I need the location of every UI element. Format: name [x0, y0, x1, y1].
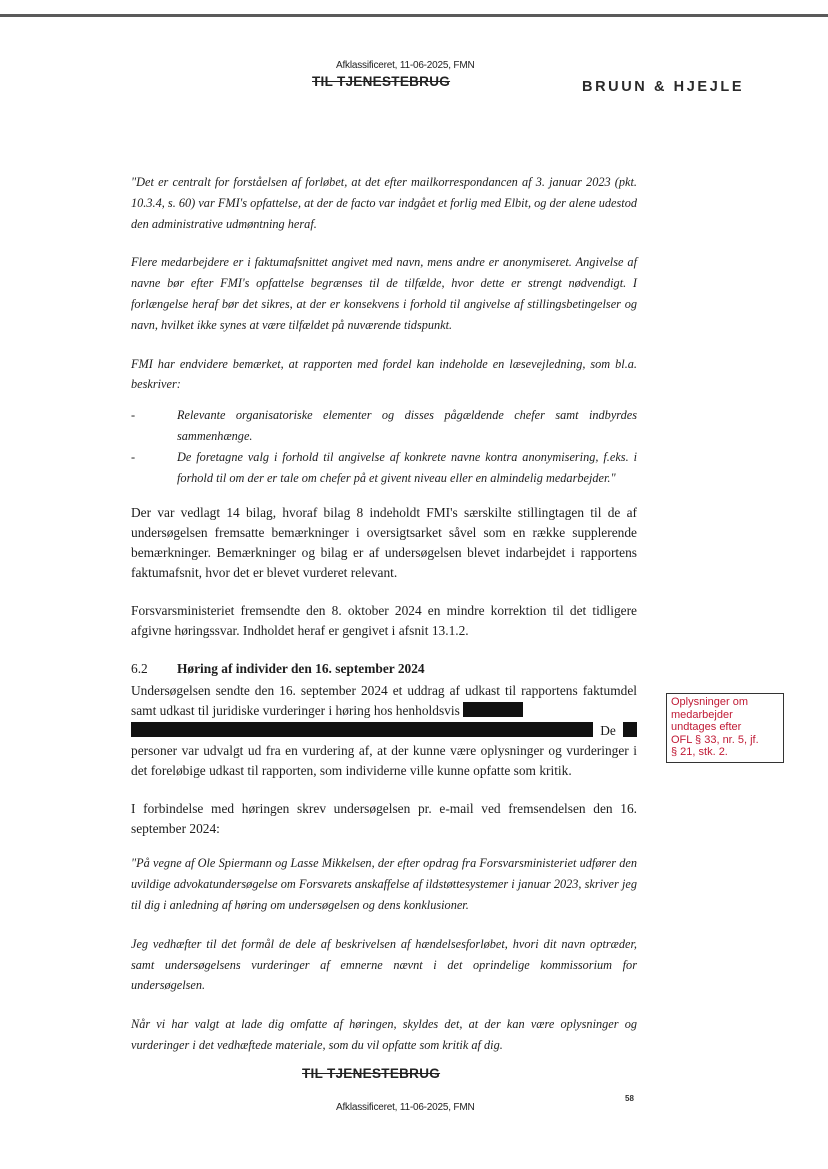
header-classification: TIL TJENESTEBRUG: [312, 74, 451, 89]
redaction-block: [623, 722, 637, 737]
bullet-dash: -: [131, 449, 136, 464]
section-number: 6.2: [131, 661, 148, 677]
hearing-text-end: personer var udvalgt ud fra en vurdering af, at der kunne være oplysninger og vurderinger i det foreløbige udkast til rapporten, som individerne ville kunne opfatte som kritik.: [131, 743, 637, 779]
hearing-text-de: De: [600, 723, 616, 739]
bullet-text: De foretagne valg i forhold til angivelse af konkrete navne kontra anonymisering, f.eks. i forhold til om der er tale om chefer på et givent niveau eller en almindelig medarbejder.": [177, 449, 637, 485]
section-title: Høring af individer den 16. september 2024: [177, 661, 425, 677]
footer-declassified-stamp: Afklassificeret, 11-06-2025, FMN: [336, 1102, 475, 1113]
quote1-paragraph-3: FMI har endvidere bemærket, at rapporten med fordel kan indeholde en læsevejledning, som bl.a. beskriver:: [131, 356, 637, 392]
paragraph-correction: Forsvarsministeriet fremsendte den 8. oktober 2024 en mindre korrektion til det tidligere afgivne høringssvar. Indholdet heraf er gengivet i afsnit 13.1.2.: [131, 603, 637, 639]
list-item: [131, 447, 637, 489]
quote1-paragraph-1: "Det er centralt for forståelsen af forløbet, at det efter mailkorrespondancen af 3. januar 2023 (pkt. 10.3.4, s. 60) var FMI's opfattelse, at der de facto var indgået et forlig med Elbit, og der alene udestod den administrative udmøntning heraf.: [131, 175, 637, 231]
margin-note-line: OFL § 33, nr. 5, jf.: [671, 733, 759, 746]
bullet-dash: -: [131, 408, 136, 423]
paragraph-email-intro: I forbindelse med høringen skrev undersøgelsen pr. e-mail ved fremsendelsen den 16. september 2024:: [131, 801, 637, 837]
paragraph-attachments: Der var vedlagt 14 bilag, hvoraf bilag 8 indeholdt FMI's særskilte stillingtagen til de af undersøgelsen fremsatte bemærkninger i oversigtsarket såvel som en række supplerende bemærkninger. Bemærkninger og bilag er af undersøgelsen blevet indarbejdet i rapportens faktumafsnit, hvor det er blevet vurderet relevant.: [131, 505, 637, 581]
page-number: 58: [625, 1094, 634, 1103]
margin-note-line: § 21, stk. 2.: [671, 746, 728, 759]
bullet-text: Relevante organisatoriske elementer og disses pågældende chefer samt indbyrdes sammenhænge.: [177, 408, 637, 443]
paragraph-hearing: [131, 681, 637, 781]
page-content: [131, 172, 637, 1056]
footer-classification: TIL TJENESTEBRUG: [302, 1066, 441, 1081]
list-item: [131, 405, 637, 447]
firm-logo: BRUUN & HJEJLE: [582, 79, 745, 95]
redaction-block: [463, 702, 523, 717]
quote2-paragraph-3: Når vi har valgt at lade dig omfatte af høringen, skyldes det, at der kan være oplysninger og vurderinger i det vedhæftede materiale, som du vil opfatte som kritik af dig.: [131, 1017, 637, 1052]
margin-note-line: Oplysninger om: [671, 696, 749, 708]
redaction-block: [131, 722, 593, 737]
section-heading: [131, 659, 637, 679]
hearing-text-start: Undersøgelsen sendte den 16. september 2024 et uddrag af udkast til rapportens faktumdel samt udkast til juridiske vurderinger i høring hos henholdsvis: [131, 683, 637, 719]
top-border: [0, 14, 828, 17]
quote2-paragraph-1: "På vegne af Ole Spiermann og Lasse Mikkelsen, der efter opdrag fra Forsvarsministeriet udfører den uvildige advokatundersøgelse om Forsvarets anskaffelse af ildstøttesystemer i januar 2023, skriver jeg til dig i anledning af høring om undersøgelsen og dens konklusioner.: [131, 856, 637, 912]
header-declassified-stamp: Afklassificeret, 11-06-2025, FMN: [336, 60, 475, 71]
margin-note-line: undtages efter: [671, 721, 742, 734]
margin-note-line: medarbejder: [671, 708, 733, 721]
quote2-paragraph-2: Jeg vedhæfter til det formål de dele af beskrivelsen af hændelsesforløbet, hvori dit navn optræder, samt undersøgelsens vurderinger af emnerne nævnt i det oprindelige kommissorium for undersøgelsen.: [131, 936, 637, 993]
quote1-paragraph-2: Flere medarbejdere er i faktumafsnittet angivet med navn, mens andre er anonymiseret. Angivelse af navne bør efter FMI's opfattelse begrænses til de tilfælde, hvor dette er strengt nødvendigt. I forlængelse heraf bør det sikres, at der er konsekvens i forhold til angivelse af stillingsbetingelser og navn, hvilket ikke synes at være tilfældet på nuværende tidspunkt.: [131, 255, 637, 332]
quote1-bullet-list: [131, 405, 637, 488]
redaction-margin-note: [666, 693, 784, 763]
